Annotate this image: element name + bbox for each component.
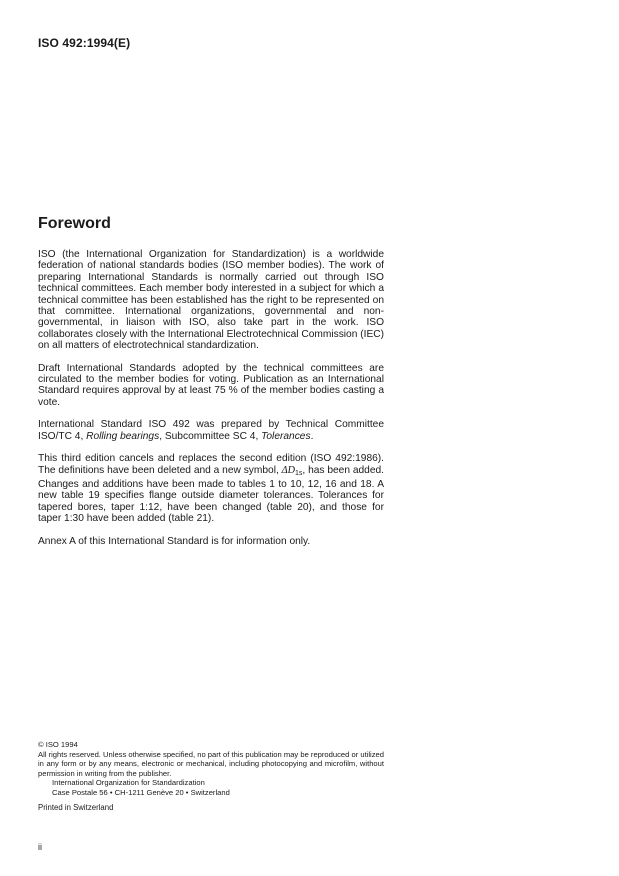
printed-location: Printed in Switzerland xyxy=(38,803,114,812)
paragraph-4-text-a: This third edition cancels and replaces the second edition (ISO 492:1986). The definitions have been deleted and a new symbol, xyxy=(38,453,384,476)
symbol-main: ΔD xyxy=(281,464,295,476)
paragraph-3-text-a: International Standard ISO 492 was prepared by Technical Committee ISO/TC 4, xyxy=(38,419,384,442)
foreword-paragraph-3 xyxy=(38,419,384,442)
symbol-subscript: 1s xyxy=(294,469,303,477)
committee-name: Rolling bearings xyxy=(86,430,160,442)
page-number: ii xyxy=(38,842,42,852)
paragraph-3-text-c: . xyxy=(310,430,314,442)
copyright-line: © ISO 1994 xyxy=(38,740,78,749)
foreword-paragraph-1: ISO (the International Organization for Standardization) is a worldwide federation of national standards bodies (ISO member bodies). The work of preparing International Standards is normally carried out through ISO technical committees. Each member body interested in a subject for which a technical committee has been established has the right to be represented on that committee. International organizations, governmental and non-governmental, in liaison with ISO, also take part in the work. ISO collaborates closely with the International Electrotechnical Commission (IEC) on all matters of electrotechnical standardization. xyxy=(38,249,384,352)
organization-address: Case Postale 56 • CH-1211 Genève 20 • Switzerland xyxy=(52,787,230,797)
foreword-paragraph-4 xyxy=(38,453,384,524)
delta-d-symbol xyxy=(282,465,303,476)
foreword-heading: Foreword xyxy=(38,215,111,232)
document-id-header: ISO 492:1994(E) xyxy=(38,36,131,50)
foreword-paragraph-5: Annex A of this International Standard is for information only. xyxy=(38,535,311,547)
copyright-block xyxy=(38,740,384,797)
subcommittee-name: Tolerances xyxy=(261,430,311,442)
paragraph-3-text-b: , Subcommittee SC 4, xyxy=(159,430,262,442)
copyright-notice: All rights reserved. Unless otherwise specified, no part of this publication may be reproduced or utilized in any form or by any means, electronic or mechanical, including photocopying and microfilm, without permission in writing from the publisher. xyxy=(38,749,384,778)
paragraph-4-text-b: , has been added. Changes and additions have been made to tables 1 to 10, 12, 16 and 18. A new table 19 specifies flange outside diameter tolerances. Tolerances for tapered bores, taper 1:12, have been changed (table 20), and those for taper 1:30 have been added (table 21). xyxy=(38,464,384,525)
foreword-body xyxy=(38,249,384,547)
organization-name: International Organization for Standardization xyxy=(52,778,205,787)
foreword-paragraph-2: Draft International Standards adopted by the technical committees are circulated to the member bodies for voting. Publication as an International Standard requires approval by at least 75 % of the member bodies casting a vote. xyxy=(38,362,384,408)
